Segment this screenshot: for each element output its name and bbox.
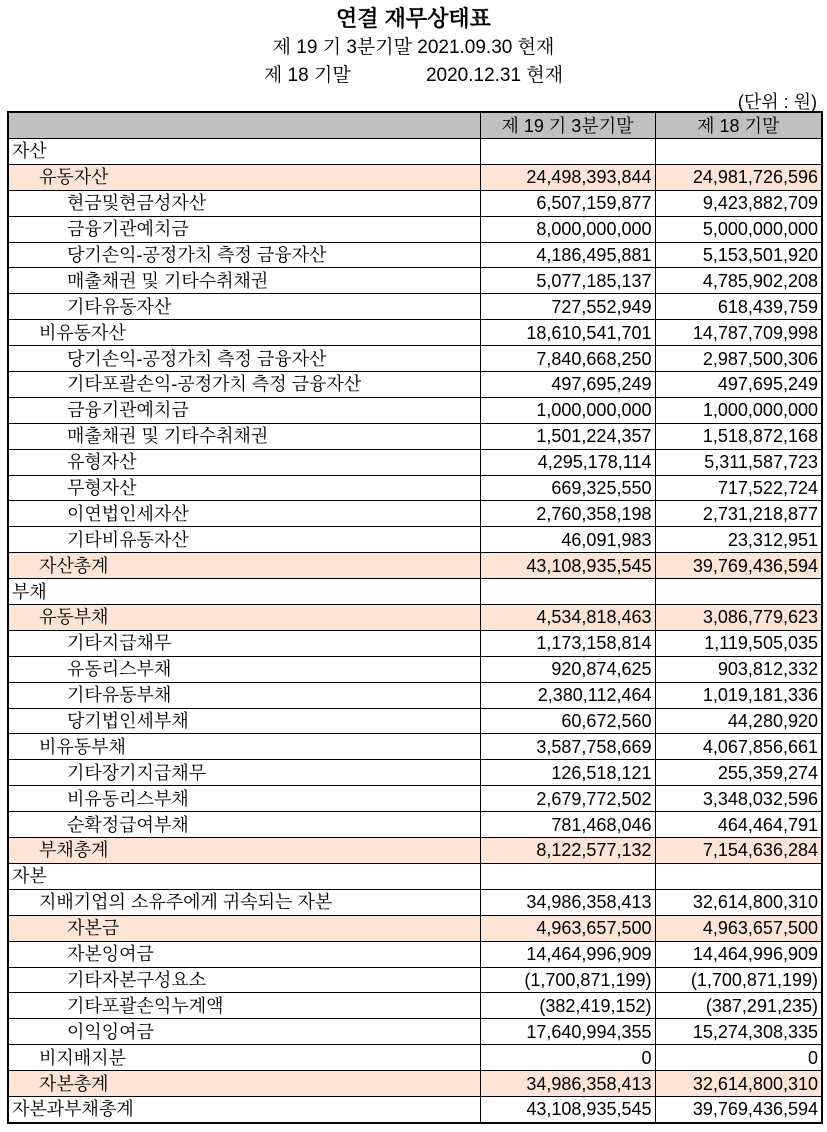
- table-row: [8, 708, 822, 734]
- header-prior-period: 제 18 기말: [655, 112, 822, 139]
- table-row: [8, 682, 822, 708]
- current-value: [480, 139, 655, 165]
- table-row: [8, 139, 822, 165]
- current-value: 497,695,249: [480, 372, 655, 398]
- prior-value: 4,963,657,500: [655, 915, 822, 941]
- account-label: 매출채권 및 기타수취채권: [8, 423, 480, 449]
- table-row: [8, 553, 822, 579]
- prior-value: 1,119,505,035: [655, 630, 822, 656]
- account-label: 자본총계: [8, 1071, 480, 1097]
- current-value: 4,186,495,881: [480, 242, 655, 268]
- prior-value: 4,785,902,208: [655, 268, 822, 294]
- prior-value: 23,312,951: [655, 527, 822, 553]
- prior-value: 464,464,791: [655, 812, 822, 838]
- current-value: (1,700,871,199): [480, 967, 655, 993]
- balance-sheet-table: [7, 111, 823, 1124]
- prior-value: 7,154,636,284: [655, 838, 822, 864]
- current-value: 4,295,178,114: [480, 449, 655, 475]
- prior-period-date: 2020.12.31 현재: [425, 65, 564, 86]
- table-row: [8, 941, 822, 967]
- prior-value: 1,019,181,336: [655, 682, 822, 708]
- current-value: (382,419,152): [480, 993, 655, 1019]
- prior-value: 618,439,759: [655, 294, 822, 320]
- table-row: [8, 501, 822, 527]
- table-row: [8, 579, 822, 605]
- table-row: [8, 216, 822, 242]
- prior-value: 2,987,500,306: [655, 346, 822, 372]
- prior-value: 24,981,726,596: [655, 164, 822, 190]
- table-row: [8, 838, 822, 864]
- account-label: 비유동부채: [8, 734, 480, 760]
- account-label: 기타지급채무: [8, 630, 480, 656]
- current-value: 0: [480, 1045, 655, 1071]
- account-label: 당기손익-공정가치 측정 금융자산: [8, 346, 480, 372]
- account-label: 기타유동부채: [8, 682, 480, 708]
- account-label: 지배기업의 소유주에게 귀속되는 자본: [8, 889, 480, 915]
- account-label: 기타포괄손익-공정가치 측정 금융자산: [8, 372, 480, 398]
- table-row: [8, 863, 822, 889]
- table-row: [8, 1045, 822, 1071]
- current-value: 8,000,000,000: [480, 216, 655, 242]
- account-label: 이연법인세자산: [8, 501, 480, 527]
- prior-value: 3,086,779,623: [655, 605, 822, 631]
- table-row: [8, 294, 822, 320]
- prior-value: 9,423,882,709: [655, 190, 822, 216]
- account-label: 비유동리스부채: [8, 786, 480, 812]
- current-value: 8,122,577,132: [480, 838, 655, 864]
- current-value: 5,077,185,137: [480, 268, 655, 294]
- account-label: 기타유동자산: [8, 294, 480, 320]
- header-account: [8, 112, 480, 139]
- account-label: 이익잉여금: [8, 1019, 480, 1045]
- prior-value: 497,695,249: [655, 372, 822, 398]
- table-row: [8, 397, 822, 423]
- account-label: 자본잉여금: [8, 941, 480, 967]
- current-value: 46,091,983: [480, 527, 655, 553]
- account-label: 부채: [8, 579, 480, 605]
- current-value: 43,108,935,545: [480, 553, 655, 579]
- prior-value: 2,731,218,877: [655, 501, 822, 527]
- current-value: 34,986,358,413: [480, 889, 655, 915]
- current-value: 14,464,996,909: [480, 941, 655, 967]
- account-label: 자산: [8, 139, 480, 165]
- account-label: 매출채권 및 기타수취채권: [8, 268, 480, 294]
- current-value: 60,672,560: [480, 708, 655, 734]
- account-label: 비지배지분: [8, 1045, 480, 1071]
- table-row: [8, 190, 822, 216]
- prior-value: 3,348,032,596: [655, 786, 822, 812]
- current-value: 34,986,358,413: [480, 1071, 655, 1097]
- table-row: [8, 630, 822, 656]
- prior-value: 32,614,800,310: [655, 889, 822, 915]
- table-row: [8, 656, 822, 682]
- current-value: 24,498,393,844: [480, 164, 655, 190]
- table-row: [8, 760, 822, 786]
- account-label: 금융기관예치금: [8, 216, 480, 242]
- account-label: 자본금: [8, 915, 480, 941]
- table-row: [8, 320, 822, 346]
- account-label: 기타비유동자산: [8, 527, 480, 553]
- prior-value: 44,280,920: [655, 708, 822, 734]
- prior-value: 14,464,996,909: [655, 941, 822, 967]
- account-label: 기타자본구성요소: [8, 967, 480, 993]
- prior-value: [655, 139, 822, 165]
- prior-value: 5,000,000,000: [655, 216, 822, 242]
- current-period-date: 2021.09.30 현재: [417, 37, 555, 58]
- current-value: 3,587,758,669: [480, 734, 655, 760]
- table-row: [8, 605, 822, 631]
- prior-value: 717,522,724: [655, 475, 822, 501]
- prior-value: (387,291,235): [655, 993, 822, 1019]
- account-label: 유형자산: [8, 449, 480, 475]
- current-value: [480, 579, 655, 605]
- current-value: 126,518,121: [480, 760, 655, 786]
- current-value: 1,173,158,814: [480, 630, 655, 656]
- subtitle-prior-period: [0, 60, 827, 87]
- prior-value: 1,000,000,000: [655, 397, 822, 423]
- account-label: 유동부채: [8, 605, 480, 631]
- prior-value: 903,812,332: [655, 656, 822, 682]
- account-label: 금융기관예치금: [8, 397, 480, 423]
- account-label: 비유동자산: [8, 320, 480, 346]
- prior-value: 32,614,800,310: [655, 1071, 822, 1097]
- prior-value: 4,067,856,661: [655, 734, 822, 760]
- subtitle-current-period: [0, 32, 827, 59]
- current-value: 6,507,159,877: [480, 190, 655, 216]
- current-value: 18,610,541,701: [480, 320, 655, 346]
- table-header-row: [8, 112, 822, 139]
- prior-value: 1,518,872,168: [655, 423, 822, 449]
- current-value: 1,501,224,357: [480, 423, 655, 449]
- table-row: [8, 423, 822, 449]
- prior-value: 255,359,274: [655, 760, 822, 786]
- table-row: [8, 915, 822, 941]
- prior-period-label: 제 18 기말: [263, 65, 351, 86]
- table-row: [8, 786, 822, 812]
- table-row: [8, 889, 822, 915]
- account-label: 현금및현금성자산: [8, 190, 480, 216]
- prior-value: [655, 579, 822, 605]
- prior-value: 5,153,501,920: [655, 242, 822, 268]
- prior-value: (1,700,871,199): [655, 967, 822, 993]
- table-row: [8, 812, 822, 838]
- current-value: 43,108,935,545: [480, 1096, 655, 1122]
- table-row: [8, 268, 822, 294]
- table-row: [8, 993, 822, 1019]
- prior-value: 5,311,587,723: [655, 449, 822, 475]
- table-row: [8, 372, 822, 398]
- table-row: [8, 475, 822, 501]
- current-value: 2,760,358,198: [480, 501, 655, 527]
- account-label: 유동리스부채: [8, 656, 480, 682]
- current-value: 4,963,657,500: [480, 915, 655, 941]
- current-value: 727,552,949: [480, 294, 655, 320]
- account-label: 당기손익-공정가치 측정 금융자산: [8, 242, 480, 268]
- table-row: [8, 1096, 822, 1122]
- account-label: 유동자산: [8, 164, 480, 190]
- table-row: [8, 1071, 822, 1097]
- current-period-label: 제 19 기 3분기말: [272, 37, 412, 58]
- current-value: 4,534,818,463: [480, 605, 655, 631]
- current-value: 781,468,046: [480, 812, 655, 838]
- prior-value: 15,274,308,335: [655, 1019, 822, 1045]
- table-row: [8, 527, 822, 553]
- account-label: 기타장기지급채무: [8, 760, 480, 786]
- table-row: [8, 967, 822, 993]
- table-row: [8, 734, 822, 760]
- table-row: [8, 346, 822, 372]
- table-row: [8, 1019, 822, 1045]
- prior-value: 39,769,436,594: [655, 1096, 822, 1122]
- prior-value: 14,787,709,998: [655, 320, 822, 346]
- current-value: 920,874,625: [480, 656, 655, 682]
- account-label: 자산총계: [8, 553, 480, 579]
- current-value: 2,679,772,502: [480, 786, 655, 812]
- table-row: [8, 449, 822, 475]
- table-row: [8, 164, 822, 190]
- prior-value: 0: [655, 1045, 822, 1071]
- current-value: 17,640,994,355: [480, 1019, 655, 1045]
- current-value: [480, 863, 655, 889]
- unit-label: (단위 : 원): [737, 92, 817, 112]
- current-value: 7,840,668,250: [480, 346, 655, 372]
- current-value: 2,380,112,464: [480, 682, 655, 708]
- prior-value: 39,769,436,594: [655, 553, 822, 579]
- account-label: 기타포괄손익누계액: [8, 993, 480, 1019]
- account-label: 당기법인세부채: [8, 708, 480, 734]
- prior-value: [655, 863, 822, 889]
- account-label: 자본과부채총계: [8, 1096, 480, 1122]
- account-label: 순확정급여부채: [8, 812, 480, 838]
- account-label: 부채총계: [8, 838, 480, 864]
- account-label: 자본: [8, 863, 480, 889]
- document-title: 연결 재무상태표: [336, 6, 491, 31]
- current-value: 669,325,550: [480, 475, 655, 501]
- table-row: [8, 242, 822, 268]
- account-label: 무형자산: [8, 475, 480, 501]
- current-value: 1,000,000,000: [480, 397, 655, 423]
- header-current-period: 제 19 기 3분기말: [480, 112, 655, 139]
